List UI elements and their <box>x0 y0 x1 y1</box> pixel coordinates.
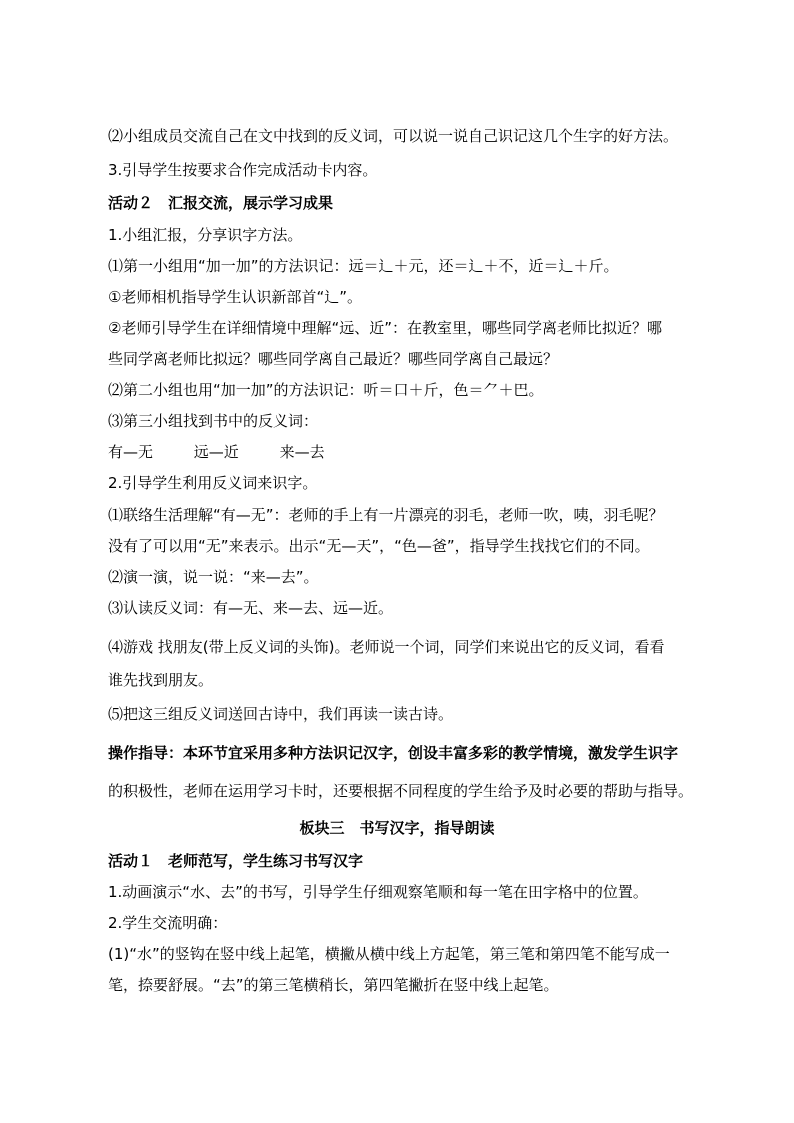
activity-heading: 活动２ 汇报交流，展示学习成果 <box>108 194 334 212</box>
paragraph-line: ⑵演一演，说一说：“来—去”。 <box>108 568 319 586</box>
paragraph-line: 谁先找到朋友。 <box>108 671 214 689</box>
paragraph-line: (1)“水”的竖钩在竖中线上起笔，横撇从横中线上方起笔，第三笔和第四笔不能写成一 <box>108 945 670 963</box>
guidance-line: 的积极性，老师在运用学习卡时，还要根据不同程度的学生给予及时必要的帮助与指导。 <box>108 782 694 800</box>
paragraph-line: 2.引导学生利用反义词来识字。 <box>108 474 318 492</box>
paragraph-line: 没有了可以用“无”来表示。出示“无—天”，“色—爸”，指导学生找找它们的不同。 <box>108 537 650 555</box>
paragraph-line: 1.动画演示“水、去”的书写，引导学生仔细观察笔顺和每一笔在田字格中的位置。 <box>108 883 648 901</box>
guidance-line: 操作指导：本环节宜采用多种方法识记汉字，创设丰富多彩的教学情境，激发学生识字 <box>108 744 679 762</box>
paragraph-line: ⑵小组成员交流自己在文中找到的反义词，可以说一说自己识记这几个生字的好方法。 <box>108 127 679 145</box>
paragraph-line: 2.学生交流明确： <box>108 914 228 932</box>
paragraph-line: ⑶认读反义词：有—无、来—去、远—近。 <box>108 599 394 617</box>
paragraph-line: ⑴联络生活理解“有—无”：老师的手上有一片漂亮的羽毛，老师一吹，咦，羽毛呢？ <box>108 506 664 524</box>
paragraph-line: 1.小组汇报，分享识字方法。 <box>108 226 303 244</box>
paragraph-line: 笔，捺要舒展。“去”的第三笔横稍长，第四笔撇折在竖中线上起笔。 <box>108 976 559 994</box>
paragraph-line: ②老师引导学生在详细情境中理解“远、近”：在教室里，哪些同学离老师比拟近？哪 <box>108 319 662 337</box>
antonym-pair: 有—无 <box>108 443 154 461</box>
paragraph-line: ⑶第三小组找到书中的反义词： <box>108 412 319 430</box>
paragraph-line: ①老师相机指导学生认识新部首“辶”。 <box>108 288 362 306</box>
paragraph-line: ⑵第二小组也用“加一加”的方法识记：听＝口＋斤，色＝⺈＋巴。 <box>108 381 544 399</box>
paragraph-line: 3.引导学生按要求合作完成活动卡内容。 <box>108 161 378 179</box>
antonym-pair: 远—近 <box>193 443 239 461</box>
activity-heading: 活动１ 老师范写，学生练习书写汉字 <box>108 852 364 870</box>
paragraph-line: ⑸把这三组反义词送回古诗中，我们再读一读古诗。 <box>108 705 454 723</box>
antonym-pair: 来—去 <box>279 443 325 461</box>
paragraph-line: 些同学离老师比拟远？哪些同学离自己最近？哪些同学离自己最远？ <box>108 350 559 368</box>
section-heading: 板块三 书写汉字，指导朗读 <box>299 819 495 837</box>
paragraph-line: ⑴第一小组用“加一加”的方法识记：远＝辶＋元，还＝辶＋不，近＝辶＋斤。 <box>108 257 619 275</box>
paragraph-line: ⑷游戏 找朋友(带上反义词的头饰)。老师说一个词，同学们来说出它的反义词，看看 <box>108 638 665 656</box>
antonym-pairs-row <box>108 442 748 462</box>
